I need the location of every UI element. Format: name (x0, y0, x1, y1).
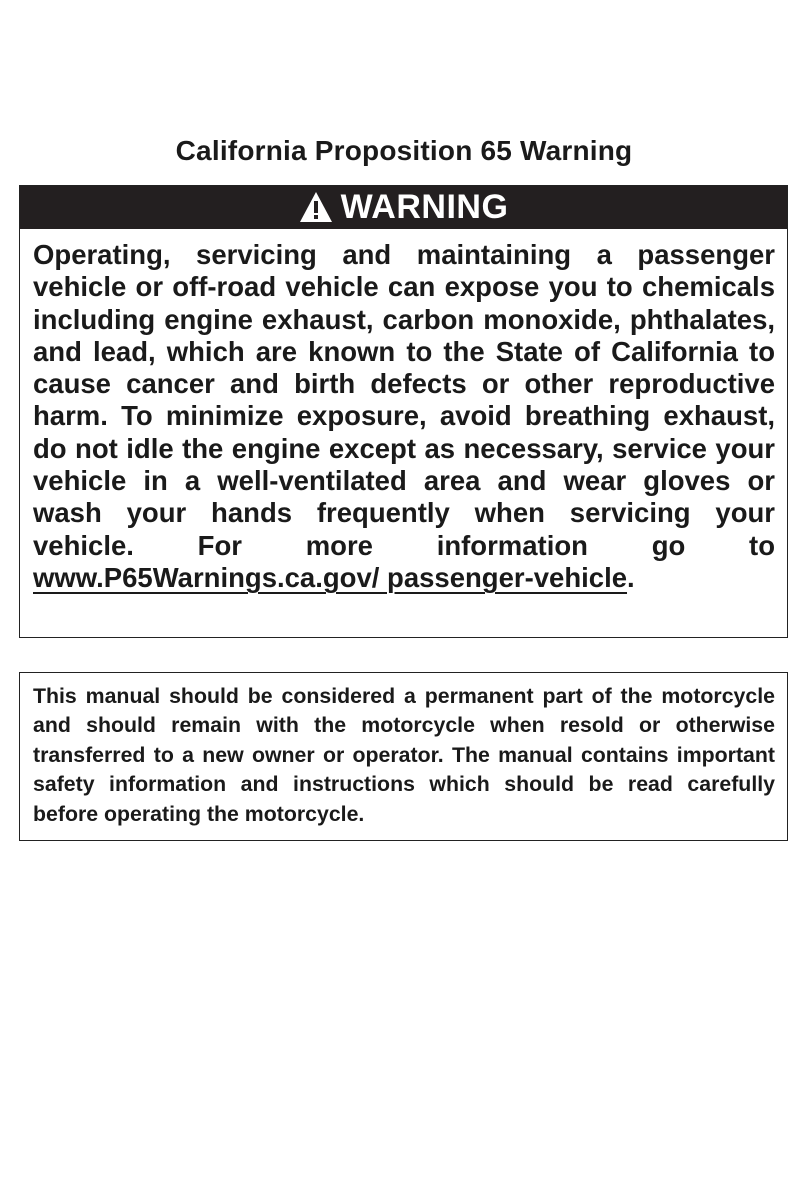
notice-box (19, 672, 788, 841)
warning-body-end: . (627, 561, 635, 593)
warning-box (19, 185, 788, 638)
warning-header (20, 186, 787, 229)
p65-warnings-link[interactable]: www.P65Warnings.ca.gov/ passenger-vehicle (33, 561, 628, 593)
page-title: California Proposition 65 Warning (175, 135, 633, 166)
notice-text: This manual should be considered a permanent part of the motorcycle and should remain with the motorcycle when resold or otherwise transferred to a new owner or operator. The manual contains important safety information and instructions which should be read carefully before operating the motorcycle. (33, 684, 775, 826)
warning-header-label: WARNING (340, 188, 509, 226)
warning-body-text: Operating, servicing and maintaining a passenger vehicle or off-road vehicle can expose you to chemicals including engine exhaust, carbon monoxide, phthalates, and lead, which are known to the State of California to cause cancer and birth defects or other reproductive harm. To minimize exposure, avoid breathing exhaust, do not idle the engine except as necessary, service your vehicle in a well-ventilated area and wear gloves or wash your hands frequently when servicing your vehicle. For more information go to (33, 239, 775, 561)
warning-text (33, 239, 775, 594)
warning-triangle-icon (299, 191, 333, 223)
